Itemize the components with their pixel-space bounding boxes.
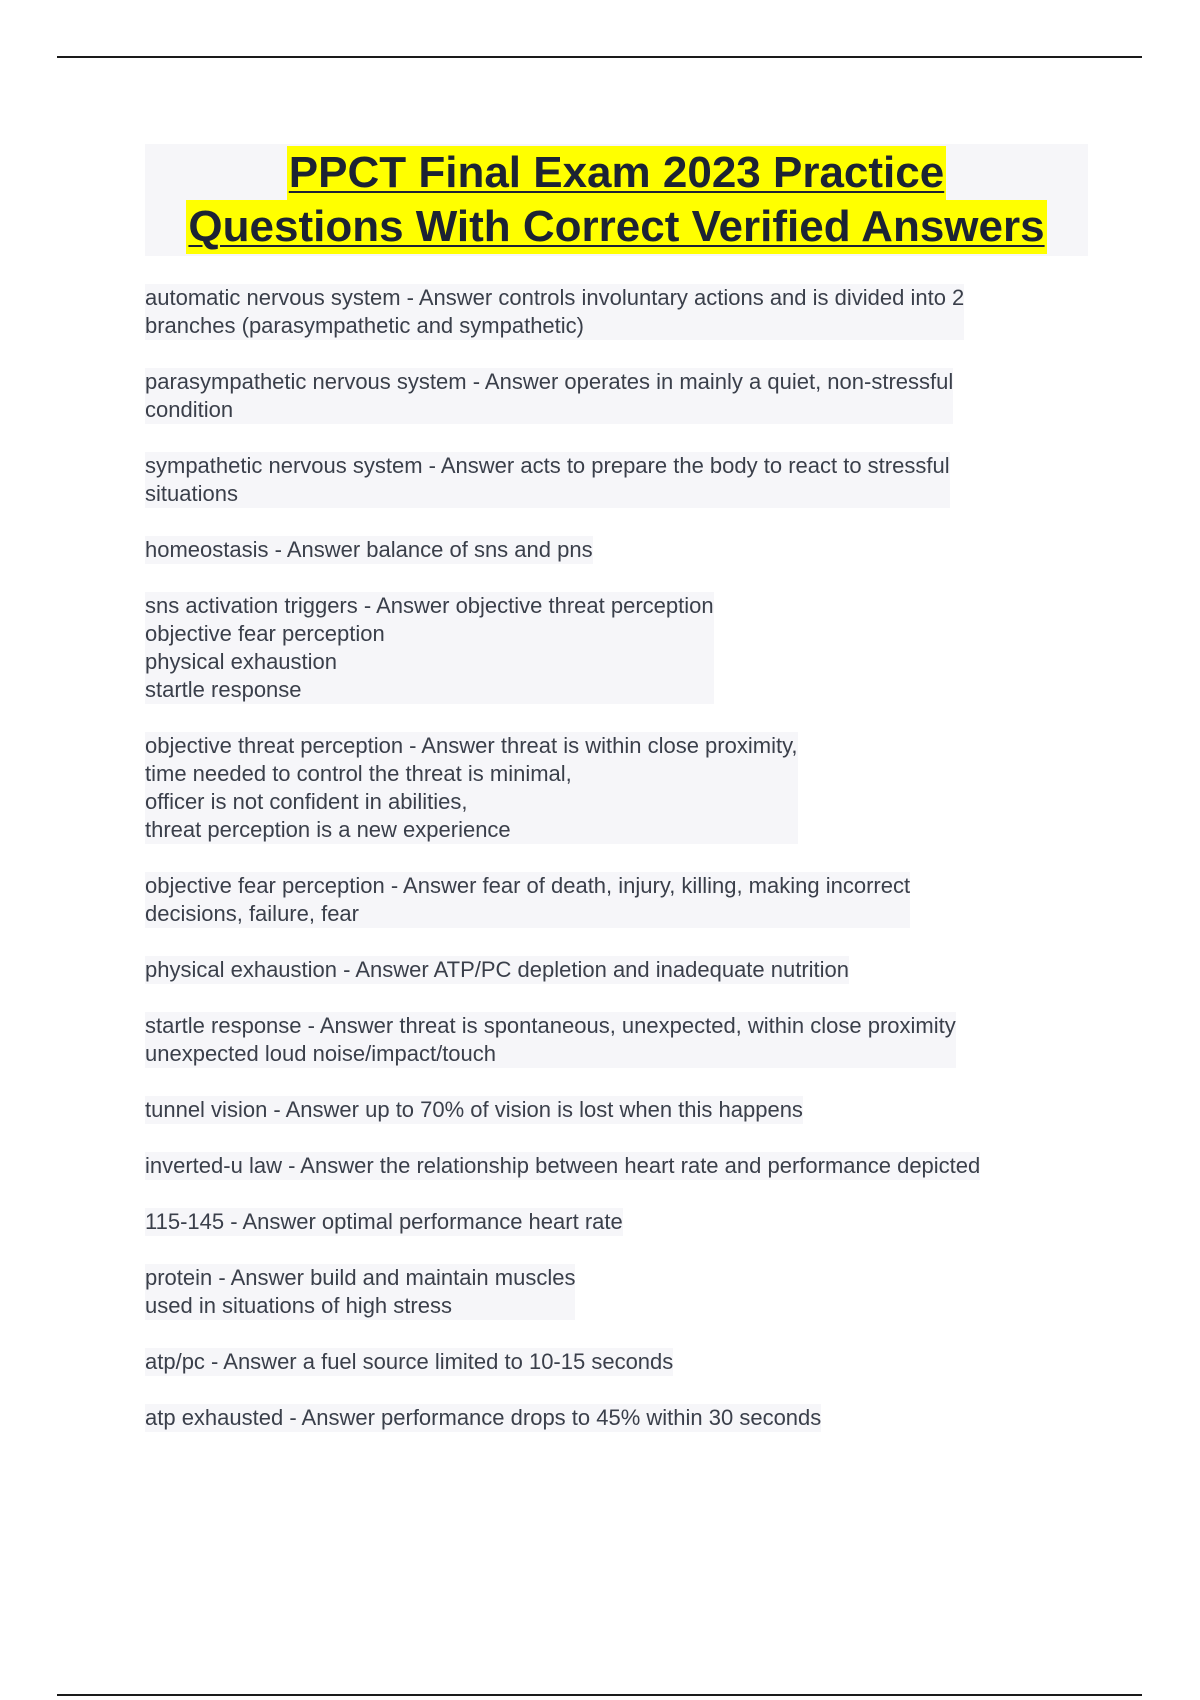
qa-entry (145, 536, 593, 564)
qa-entry-line: branches (parasympathetic and sympathetic) (145, 313, 584, 338)
qa-entry-line: sympathetic nervous system - Answer acts to prepare the body to react to stressful (145, 453, 950, 478)
title-line-1: PPCT Final Exam 2023 Practice (287, 146, 946, 200)
qa-entry-line: homeostasis - Answer balance of sns and pns (145, 537, 593, 562)
qa-entry (145, 1152, 980, 1180)
qa-entry-line: 115-145 - Answer optimal performance heart rate (145, 1209, 623, 1234)
qa-entry-line: tunnel vision - Answer up to 70% of vision is lost when this happens (145, 1097, 803, 1122)
qa-entry (145, 1012, 956, 1068)
bottom-rule (57, 1694, 1142, 1696)
top-rule (57, 56, 1142, 58)
qa-entry-line: decisions, failure, fear (145, 901, 359, 926)
qa-entry (145, 872, 910, 928)
document-title (145, 144, 1088, 256)
qa-entry-line: threat perception is a new experience (145, 817, 511, 842)
qa-entry (145, 1264, 575, 1320)
qa-entry-line: physical exhaustion - Answer ATP/PC depletion and inadequate nutrition (145, 957, 850, 982)
qa-entry (145, 1208, 623, 1236)
qa-entry-line: condition (145, 397, 234, 422)
qa-entry-line: objective fear perception (145, 621, 385, 646)
qa-entry (145, 732, 798, 844)
qa-entry (145, 592, 714, 704)
qa-entry-line: atp/pc - Answer a fuel source limited to 10-15 seconds (145, 1349, 674, 1374)
qa-entry (145, 1348, 673, 1376)
qa-entry-line: objective fear perception - Answer fear of death, injury, killing, making incorrect (145, 873, 911, 898)
qa-entry-line: time needed to control the threat is minimal, (145, 761, 572, 786)
qa-entry (145, 956, 849, 984)
qa-entry-line: unexpected loud noise/impact/touch (145, 1041, 497, 1066)
qa-entry-line: protein - Answer build and maintain muscles (145, 1265, 576, 1290)
qa-entry-line: used in situations of high stress (145, 1293, 452, 1318)
qa-entry-line: startle response (145, 677, 302, 702)
qa-entry-line: officer is not confident in abilities, (145, 789, 468, 814)
qa-entry-line: physical exhaustion (145, 649, 338, 674)
qa-entry-line: atp exhausted - Answer performance drops to 45% within 30 seconds (145, 1405, 822, 1430)
qa-entry (145, 452, 950, 508)
qa-entry (145, 368, 953, 424)
qa-entry-line: inverted-u law - Answer the relationship between heart rate and performance depicted (145, 1153, 981, 1178)
qa-entry-line: situations (145, 481, 238, 506)
qa-entry-line: automatic nervous system - Answer controls involuntary actions and is divided into 2 (145, 285, 965, 310)
qa-entry-line: parasympathetic nervous system - Answer operates in mainly a quiet, non-stressful (145, 369, 954, 394)
qa-list (145, 284, 1105, 1460)
qa-entry-line: objective threat perception - Answer threat is within close proximity, (145, 733, 798, 758)
qa-entry (145, 1096, 803, 1124)
qa-entry-line: sns activation triggers - Answer objective threat perception (145, 593, 714, 618)
qa-entry-line: startle response - Answer threat is spontaneous, unexpected, within close proximity (145, 1013, 956, 1038)
qa-entry (145, 1404, 821, 1432)
title-line-2: Questions With Correct Verified Answers (186, 200, 1046, 254)
qa-entry (145, 284, 964, 340)
